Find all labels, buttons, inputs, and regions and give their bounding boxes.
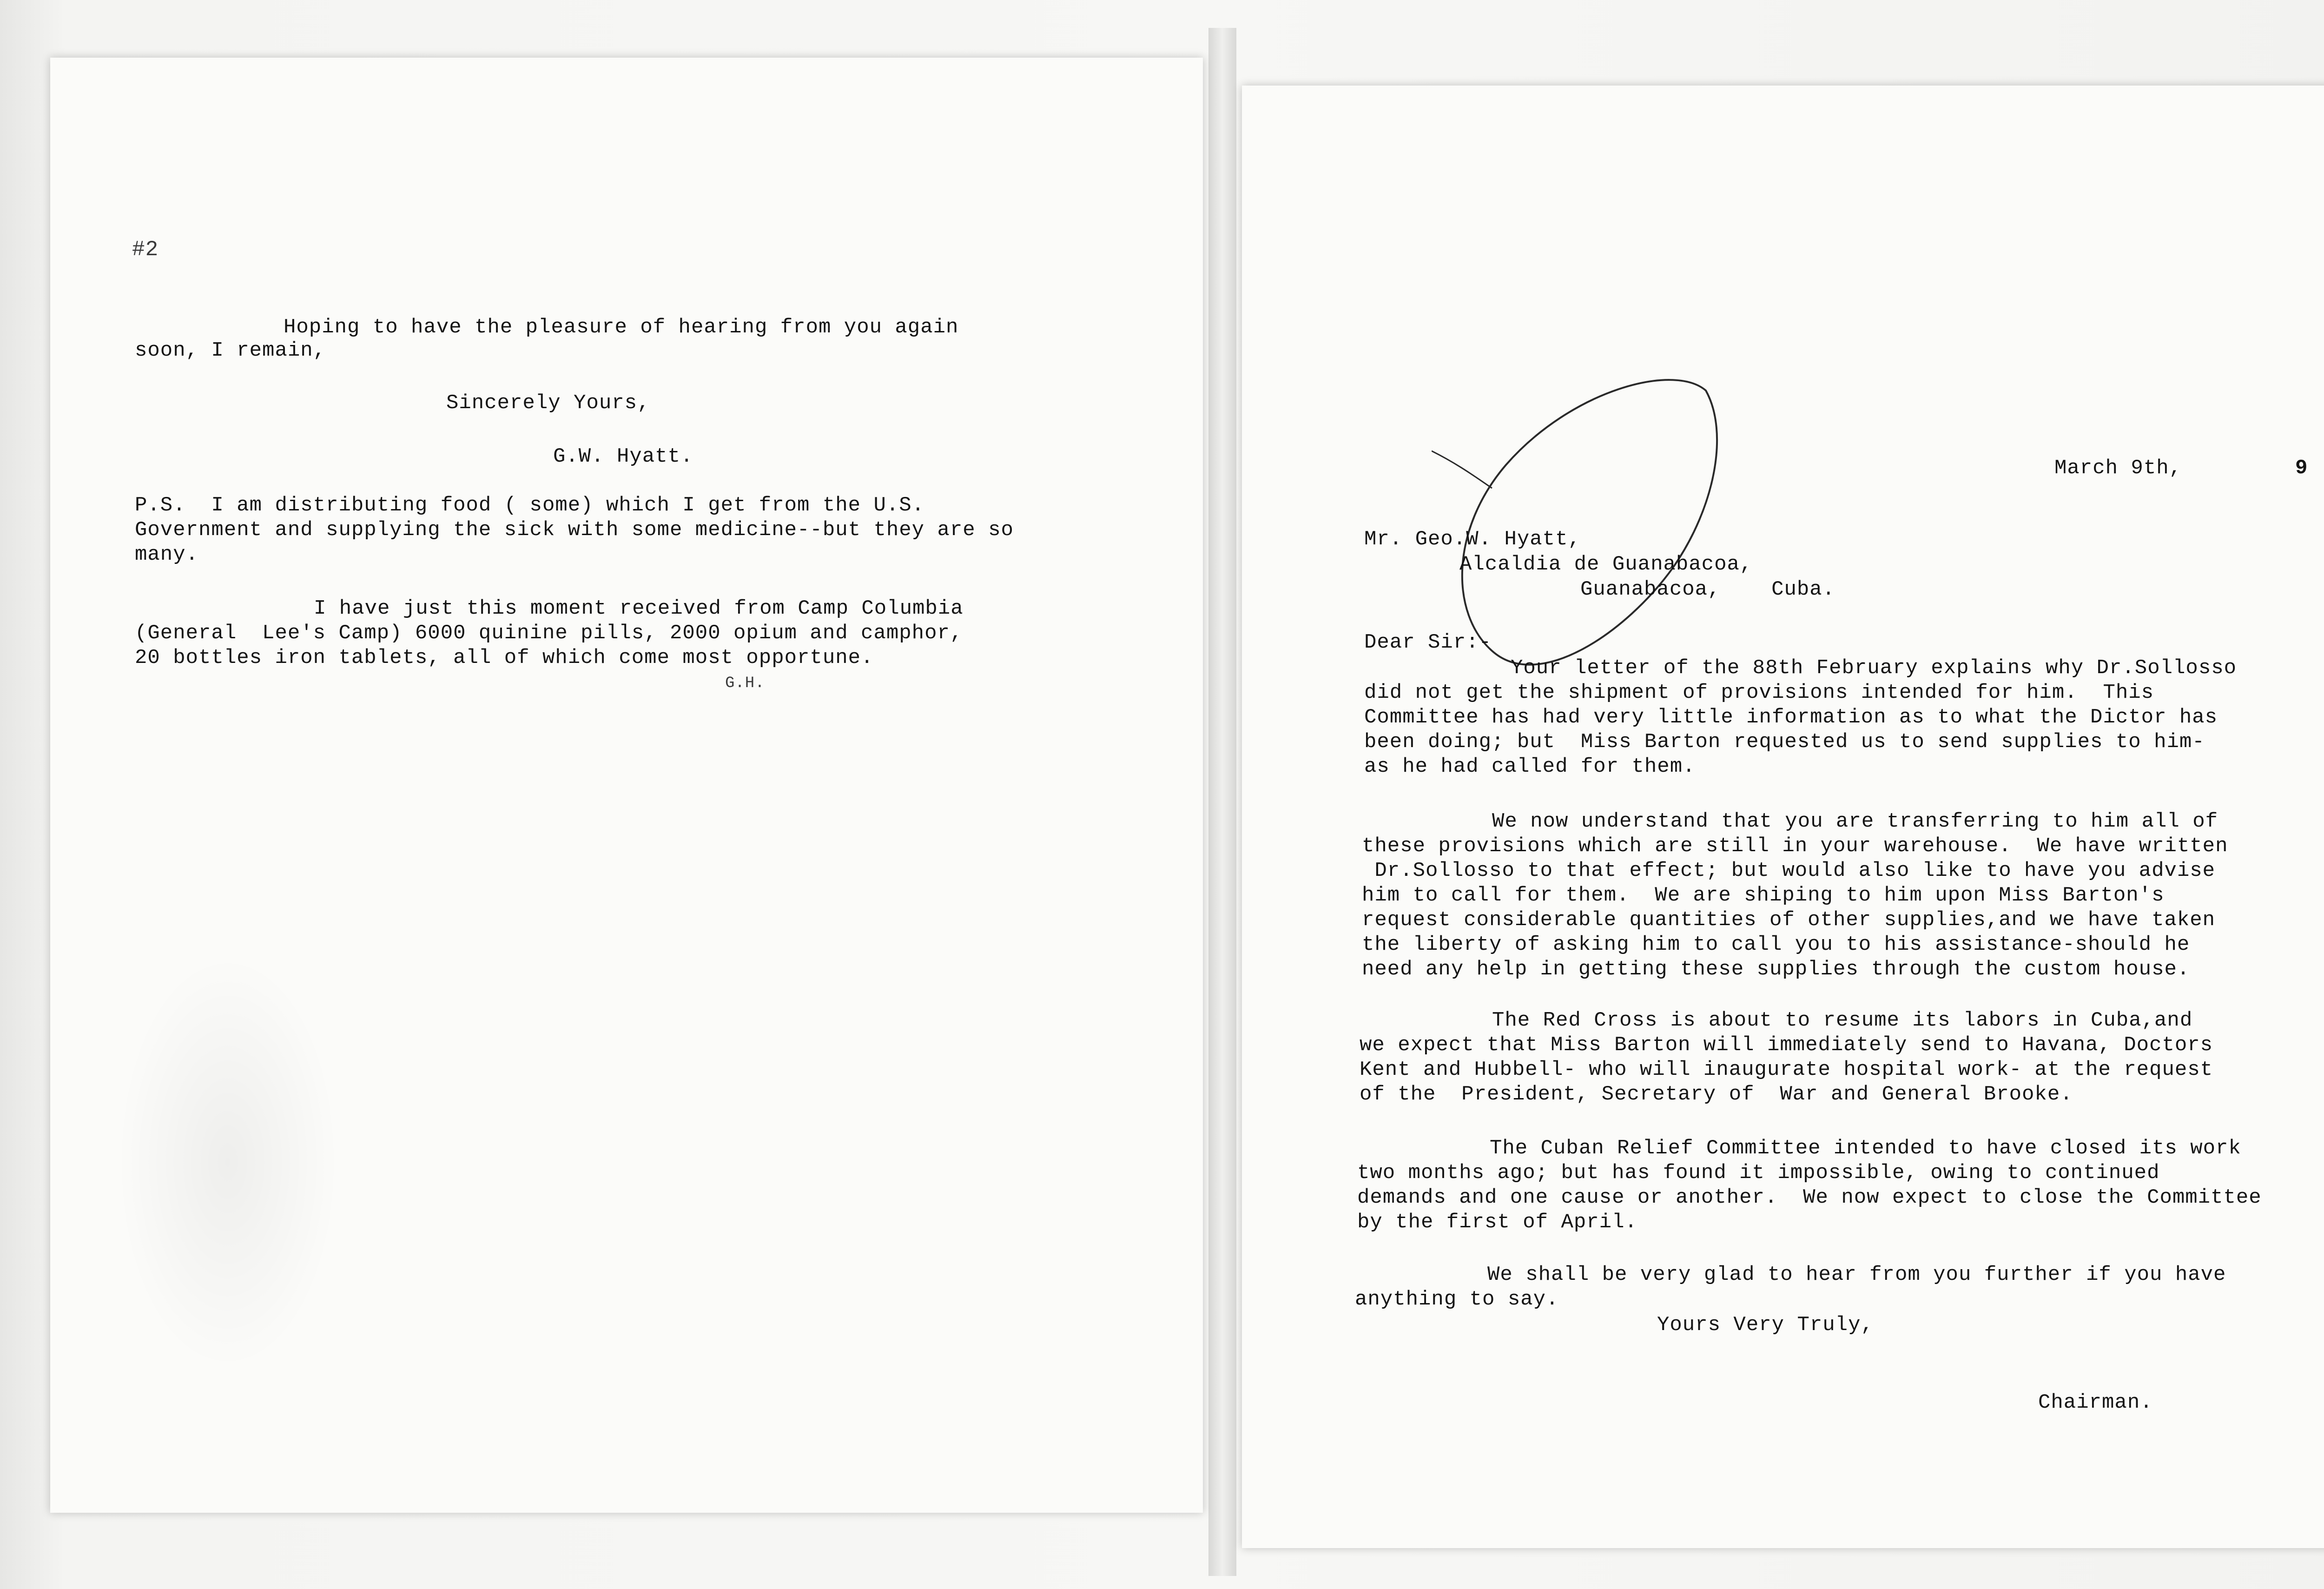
address-line: Alcaldia de Guanabacoa, (1459, 553, 1753, 576)
body-line: We now understand that you are transferring to him all of (1492, 810, 2218, 833)
postscript-line: P.S. I am distributing food ( some) which I get from the U.S. (135, 494, 925, 517)
body-line: Kent and Hubbell- who will inaugurate hospital work- at the request (1360, 1058, 2213, 1081)
closing-line: soon, I remain, (135, 339, 326, 362)
note-initials: G.H. (725, 675, 765, 692)
signatory-title: Chairman. (2038, 1391, 2153, 1414)
body-line: demands and one cause or another. We now expect to close the Committee (1357, 1186, 2262, 1209)
address-line: Mr. Geo.W. Hyatt, (1364, 528, 1581, 551)
binding-gutter (1208, 28, 1236, 1576)
greeting: Dear Sir:- (1364, 631, 1492, 654)
body-line: we expect that Miss Barton will immediately send to Havana, Doctors (1360, 1033, 2213, 1057)
body-line: request considerable quantities of other supplies,and we have taken (1362, 908, 2216, 932)
note-line: 20 bottles iron tablets, all of which come most opportune. (135, 646, 874, 669)
letter-date: March 9th, (2054, 457, 2182, 480)
body-line: Committee has had very little information as to what the Dictor has (1364, 706, 2218, 729)
body-line: of the President, Secretary of War and General Brooke. (1360, 1083, 2073, 1106)
postscript-line: many. (135, 543, 199, 566)
body-line: did not get the shipment of provisions intended for him. This (1364, 681, 2154, 704)
page-number: #2 (132, 238, 159, 262)
body-line: anything to say. (1355, 1288, 1559, 1311)
closing-line: Hoping to have the pleasure of hearing from you again (284, 316, 959, 339)
note-line: I have just this moment received from Camp Columbia (314, 597, 964, 620)
address-line: Guanabacoa, Cuba. (1580, 578, 1835, 601)
body-line: by the first of April. (1357, 1211, 1637, 1234)
body-line: need any help in getting these supplies through the custom house. (1362, 958, 2190, 981)
signature: G.W. Hyatt. (553, 445, 693, 468)
page-smudge (116, 953, 339, 1371)
complimentary-close: Yours Very Truly, (1657, 1313, 1874, 1337)
body-line: Dr.Sollosso to that effect; but would also like to have you advise (1362, 859, 2216, 882)
body-line: The Cuban Relief Committee intended to have closed its work (1490, 1137, 2241, 1160)
note-line: (General Lee's Camp) 6000 quinine pills, 2000 opium and camphor, (135, 622, 963, 645)
salutation: Sincerely Yours, (446, 391, 650, 415)
body-line: these provisions which are still in your warehouse. We have written (1362, 834, 2228, 858)
body-line: two months ago; but has found it impossible, owing to continued (1357, 1161, 2160, 1185)
body-line: him to call for them. We are shiping to him upon Miss Barton's (1362, 884, 2165, 907)
body-line: been doing; but Miss Barton requested us to send supplies to him- (1364, 730, 2205, 754)
body-line: as he had called for them. (1364, 755, 1696, 778)
year-fragment: 9 (2295, 457, 2308, 480)
body-line: The Red Cross is about to resume its labors in Cuba,and (1492, 1009, 2193, 1032)
body-line: Your letter of the 88th February explains why Dr.Sollosso (1511, 656, 2237, 680)
postscript-line: Government and supplying the sick with some medicine--but they are so (135, 518, 1014, 542)
body-line: We shall be very glad to hear from you further if you have (1487, 1263, 2226, 1286)
body-line: the liberty of asking him to call you to his assistance-should he (1362, 933, 2190, 956)
